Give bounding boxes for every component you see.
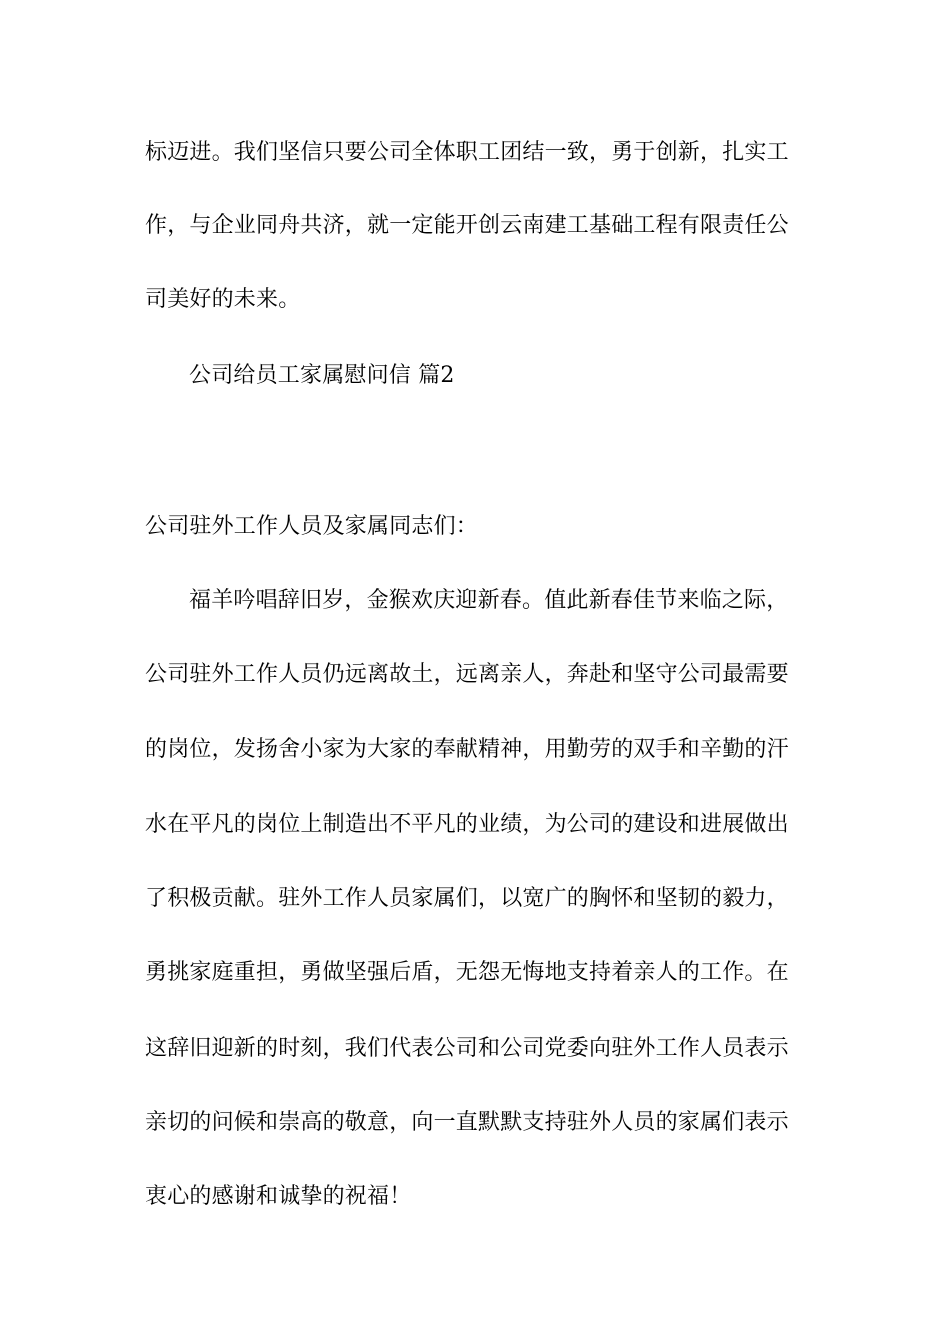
salutation: 公司驻外工作人员及家属同志们： [145, 514, 479, 539]
paragraph-2-line-3: 的岗位，发扬舍小家为大家的奉献精神，用勤劳的双手和辛勤的汗 [145, 737, 789, 762]
paragraph-2-line-2: 公司驻外工作人员仍远离故土，远离亲人，奔赴和坚守公司最需要 [145, 662, 789, 687]
paragraph-1-line-3: 司美好的未来。 [145, 287, 301, 312]
paragraph-2-line-9: 衷心的感谢和诚挚的祝福！ [145, 1184, 412, 1209]
paragraph-2-line-1: 福羊吟唱辞旧岁，金猴欢庆迎新春。值此新春佳节来临之际， [189, 588, 789, 613]
paragraph-2-line-4: 水在平凡的岗位上制造出不平凡的业绩，为公司的建设和进展做出 [145, 812, 789, 837]
paragraph-1-line-1: 标迈进。我们坚信只要公司全体职工团结一致，勇于创新，扎实工 [145, 140, 789, 165]
paragraph-2-line-8: 亲切的问候和崇高的敬意，向一直默默支持驻外人员的家属们表示 [145, 1110, 789, 1135]
paragraph-1-line-2: 作，与企业同舟共济，就一定能开创云南建工基础工程有限责任公 [145, 213, 789, 238]
paragraph-2-line-5: 了积极贡献。驻外工作人员家属们，以宽广的胸怀和坚韧的毅力， [145, 886, 789, 911]
section-heading: 公司给员工家属慰问信 篇2 [189, 363, 455, 388]
paragraph-2-line-7: 这辞旧迎新的时刻，我们代表公司和公司党委向驻外工作人员表示 [145, 1036, 789, 1061]
paragraph-2-line-6: 勇挑家庭重担，勇做坚强后盾，无怨无悔地支持着亲人的工作。在 [145, 960, 789, 985]
